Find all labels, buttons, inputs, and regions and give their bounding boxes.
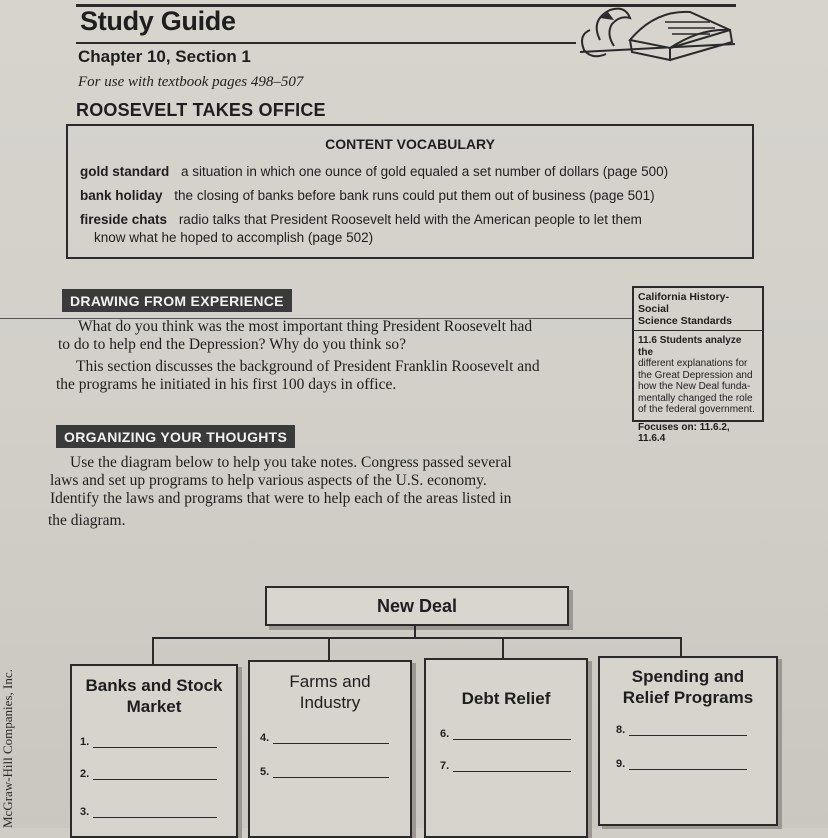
drawing-text-line: the programs he initiated in his first 100 days in office. [56,376,397,393]
organizing-text-line: Identify the laws and programs that were to help each of the areas listed in [50,490,512,507]
page-title: Study Guide [80,6,236,36]
category-farms-industry [248,660,412,838]
drawing-text-line: This section discusses the background of President Franklin Roosevelt and [76,358,540,375]
answer-blank[interactable]: 1. [80,736,217,748]
vocab-definition: a situation in which one ounce of gold equaled a set number of dollars (page 500) [181,164,669,179]
answer-blank[interactable]: 2. [80,768,217,780]
drawing-question-line: What do you think was the most important thing President Roosevelt had [78,318,533,335]
standards-title: California History-Social Science Standards [634,288,762,331]
standards-focus: Focuses on: 11.6.2, 11.6.4 [638,421,730,444]
category-debt-relief [424,658,588,838]
category-title: Banks and Stock Market [85,676,223,716]
content-vocabulary-box [66,124,754,259]
vocab-definition-continued: know what he hoped to accomplish (page 502) [94,230,374,245]
vocab-item [80,187,730,205]
organizing-text-line: laws and set up programs to help various aspects of the U.S. economy. [50,472,487,489]
category-title: Debt Relief [461,689,551,708]
new-deal-box: New Deal [265,586,569,626]
category-spending-relief-programs [598,656,778,826]
connector-line [152,637,154,665]
drawing-question-line: to do to help end the Depression? Why do you think so? [58,336,406,353]
organizing-thoughts-label: ORGANIZING YOUR THOUGHTS [56,425,295,448]
title-rule [76,42,576,44]
connector-line [152,637,682,639]
answer-blank[interactable]: 8. [616,724,747,736]
answer-blank[interactable]: 3. [80,806,217,818]
vocab-item [80,163,730,181]
book-icon [570,0,740,70]
answer-blank[interactable]: 7. [440,760,571,772]
drawing-from-experience-label: DRAWING FROM EXPERIENCE [62,289,292,312]
category-title: Farms and Industry [289,672,371,712]
organizing-text-line: the diagram. [48,512,126,529]
answer-blank[interactable]: 5. [260,766,389,778]
vocabulary-heading: CONTENT VOCABULARY [325,136,495,152]
textbook-pages: For use with textbook pages 498–507 [78,74,304,90]
vocab-term: fireside chats [80,212,168,227]
organizing-text-line: Use the diagram below to help you take notes. Congress passed several [70,454,512,471]
chapter-section: Chapter 10, Section 1 [78,47,251,66]
answer-blank[interactable]: 4. [260,732,389,744]
publisher-credit: McGraw-Hill Companies, Inc. [0,669,15,828]
connector-line [328,637,330,661]
connector-line [680,637,682,657]
standards-body: 11.6 Students analyze the different explanations for the Great Depression and how the New Deal funda- mentally changed the role of the federal government. [638,335,755,415]
connector-line [414,624,416,638]
answer-blank[interactable]: 6. [440,728,571,740]
category-title: Spending and Relief Programs [622,667,754,707]
answer-blank[interactable]: 9. [616,758,747,770]
vocab-definition: the closing of banks before bank runs could put them out of business (page 501) [174,188,655,203]
vocab-term: bank holiday [80,188,163,203]
vocab-term: gold standard [80,164,170,179]
connector-line [502,637,504,659]
standards-box [632,286,764,444]
category-banks-stock-market [70,664,238,838]
vocab-definition: radio talks that President Roosevelt held with the American people to let them [178,212,642,227]
vocab-item [80,211,730,229]
lesson-title: ROOSEVELT TAKES OFFICE [76,100,326,120]
